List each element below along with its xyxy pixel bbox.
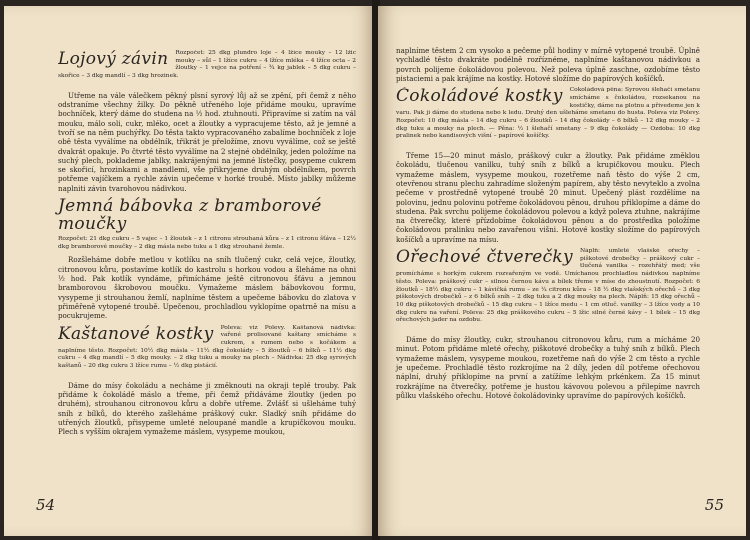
recipe-title: Lojový závin xyxy=(58,50,169,69)
recipe-instructions: Třeme 15—20 minut máslo, práškový cukr a žloutky. Pak přidáme změklou čokoládu, tlučenou vanilku, tuhý sníh z bílků a krupičkovou mouku. Plech vymažeme máslem, vysypeme moukou, rozetřeme naň těsto do výše 2 cm, otevřenou stranu plechu zahradíme složeným papírem, aby těsto nevyteklo a zvolna pečeme v prostředně vytopené troubě 20 minut. Upečený plást rozdělíme na polovinu, jednu polovinu potřeme čokoládovou pěnou, druhou přiklopíme a dáme do studena. Pak svrchu polijeme čokoládovou polevou a když poleva ztuhne, nakrájíme na čtverečky, které přízdobíme čokoládovou pěnou a do prostředka položíme čokoládovou pralinku nebo zavařenou višni. Hotové kostky složíme do papírových košíčků a upravíme na mísu. xyxy=(396,151,700,244)
recipe-instructions: Utřeme na vále válečkem pěkný plsní syrový lůj až se zpění, při čemž z něho odstraníme všechny žilky. Do pěkně utřeného loje přidáme mouku, upravíme bochníček, který dáme do studena na ½ hod. ztuhnouti. Připravíme si zatím na vál mouku, málo soli, cukr, mléko, ocet a žloutky a vypracujeme těsto, až je jemné a tvoří se na něm puchýřky. Do těsta takto vypracovaného zabalíme bochníček z loje obě těsta vyválíme na obdélník, třikrát je přeložíme, znovu vyválíme, což se ještě dvakrát opakuje. Po čtvrté těsto vyválíme na 2 stejné obdélníky, jeden položíme na suchý plech, poklademe jablky, nakrájenými na jemné lístečky, posypeme cukrem se skořicí, hrozinkami a mandlemi, vše přikryjeme druhým obdélníkem, povrch potřeme vajíčkem a rychle závin upečeme v horké troubě. Místo jablky můžeme naplniti závin tvarohovou nádivkou. xyxy=(58,90,356,193)
recipe-instructions: Rozšleháme dobře metlou v kotlíku na sníh tlučený cukr, celá vejce, žloutky, citronovou kůru, postavíme kotlík do kastrolu s horkou vodou a šleháme na ohni ½ hod. Pak kotlík vyndáme, přimícháme ještě citronovou šťávu a jemnou bramborovou škrobovou moučku. Vymažeme máslem bábovkovou formu, vysypeme ji strouhanou žemlí, naplníme těstem a upečeme bábovku do zlatova v přiměřeně vytopené troubě. Upečenou, prochladlou vyklopíme opatrně na mísu a pocukrujeme. xyxy=(58,255,356,321)
recipe-instructions: Dáme do mísy čokoládu a necháme ji změknouti na okraji teplé trouby. Pak přidáme k čokoládě máslo a třeme, při čemž přidáváme žloutky (jeden po druhém), strouhanou citronovou kůru a dobře utřeme. Zvlášť si ušleháme tuhý sníh z bílků, do kterého zašleháme práškový cukr. Sladký sníh přidáme do utřených žloutků, přisypeme umleté neloupané mandle a krupičkovou mouku. Plech s vyšším okrajem vymažeme máslem, vysypeme moukou, xyxy=(58,380,356,437)
continued-text: naplníme těstem 2 cm vysoko a pečeme půl hodiny v mírně vytopené troubě. Úplně vychladlé těsto dvakráte podélně rozříznéme, naplníme kaštanovou nádivkou a povrch polijeme čokoládovou polevou. Než poleva úplně zaschne, ozdobíme těsto pistaciemi a pak krájíme na kostky. Hotové složíme do papírových košíčků. xyxy=(396,46,700,83)
recipe-ingredients: Rozpočet: 25 dkg plundro loje – 4 lžíce mouky – 12 lžic mouky – sůl – 1 lžíce cukru – 4 lžíce mléka – 4 lžíce octa – 2 žloutky – 1 vejce na potření – ¾ kg jablek – 5 dkg cukru – skořice – 3 dkg mandlí – 3 dkg hrozinek. xyxy=(58,50,356,80)
recipe-title: Jemná bábovka z bramborové moučky xyxy=(58,196,322,235)
recipe-ingredients: Rozpočet: 21 dkg cukru – 5 vajec – 1 žloutek – z 1 citronu strouhaná kůra – z 1 citronu šťáva – 12½ dkg bramborové moučky – 2 dkg másla nebo tuku a 1 dkg strouhané žemle. xyxy=(58,236,356,250)
recipe-orechove-ctverecky xyxy=(396,248,700,329)
recipe-instructions: Dáme do mísy žloutky, cukr, strouhanou citronovou kůru, rum a mícháme 20 minut. Potom přidáme mleté ořechy, piškotové drobečky a tuhý sníh z bílků. Plech vymažeme máslem, vysypeme moukou, rozetřeme naň do výše 2 cm těsto a rychle je upečeme. Prochladlé těsto rozkrojíme na 2 díly, jeden díl potřeme ořechovou náplní, druhý přiklopíme na první a zatížíme lehkým prkénkem. Za 15 minut rozkrájíme na čtverečky, potřeme je hustou kávovou polevou a přilepíme navrch půlku vlašského ořechu. Hotové čokoládovinky upravíme do papírových košíčků. xyxy=(396,335,700,400)
recipe-ingredients: Poleva: viz Polevy. Kaštanová nádivka: vařené prolisované kaštany smícháme s cukrem, s rumem nebo s kočákem a naplníme těsto. Rozpočet: 10½ dkg másla – 11½ dkg čokolády – 5 žloutků – 6 bílků – 11½ dkg cukru – 4 dkg mandlí – 5 dkg mouky. – 2 dkg tuku a mouky na plech – Nádivka: 25 dkg syrových kaštanů – 20 dkg cukru 3 lžíce rumu – ½ dkg pistácií. xyxy=(58,324,356,370)
recipe-ingredients: Náplň: umleté vlašské ořechy – piškotové drobečky – práškový cukr – tlučená vanilka – rozehřátý med; vše promícháme s horkým cukrem rozvařeným ve vodě. Umíchanou prochladlou nádivkou naplníme těsto. Poleva: práškový cukr – silnou černou kávu a bílek třeme v míse do zhoustnutí. Rozpočet: 6 žloutků – 18½ dkg cukru – 1 kávičká rumu – ze ¼ citronu kůra – 18 ½ dkg vlašských ořechů – 3 dkg piškotových drobečků – z 6 bílků sníh – 2 dkg tuku a 2 dkg mouky na plech. Náplň: 15 dkg ořechů – 10 dkg piškotových drobečků – 15 dkg cukru – 1 lžíce medu – 1 cm otluč. vanilky – 3 lžíce vody a 10 dkg cukru na vaření. Poleva: 25 dkg práškového cukru – 5 lžic silné černé kávy – 1 bílek – 15 dkg ořechových jader na ozdobu. xyxy=(396,248,700,324)
recipe-title: Ořechové čtverečky xyxy=(396,248,573,268)
left-page xyxy=(4,6,374,536)
page-number: 54 xyxy=(36,496,56,514)
recipe-title: Čokoládové kostky xyxy=(396,87,563,107)
recipe-cokoladove-kostky xyxy=(396,87,700,145)
right-column xyxy=(396,46,700,522)
recipe-kastanove-kostky xyxy=(58,325,356,375)
page-number: 55 xyxy=(704,496,724,514)
recipe-title: Kaštanové kostky xyxy=(58,324,214,344)
left-column xyxy=(58,46,356,522)
right-page xyxy=(378,6,746,536)
recipe-ingredients: Čokoládová pěna: Syrovou šlehačí smetanu smícháme s čokoládou, rozsekanou na kostičky, dáme na plotnu a přivedeme jen k varu. Pak ji dáme do studena nebo k ledu. Druhý den ušleháme smetanu do husta. Poleva viz Polevy. Rozpočet: 10 dkg másla – 14 dkg cukru – 6 žloutků – 14 dkg čokolády – 6 bílků – 12 dkg mouky – 2 dkg tuku a mouky na plech. — Pěna: ½ l šlehačí smetany – 9 dkg čokolády — Ozdoba: 10 dkg pralinek nebo kandisových višní – papírové košíčky. xyxy=(396,87,700,140)
recipe-lojovy-zavin xyxy=(58,50,356,85)
